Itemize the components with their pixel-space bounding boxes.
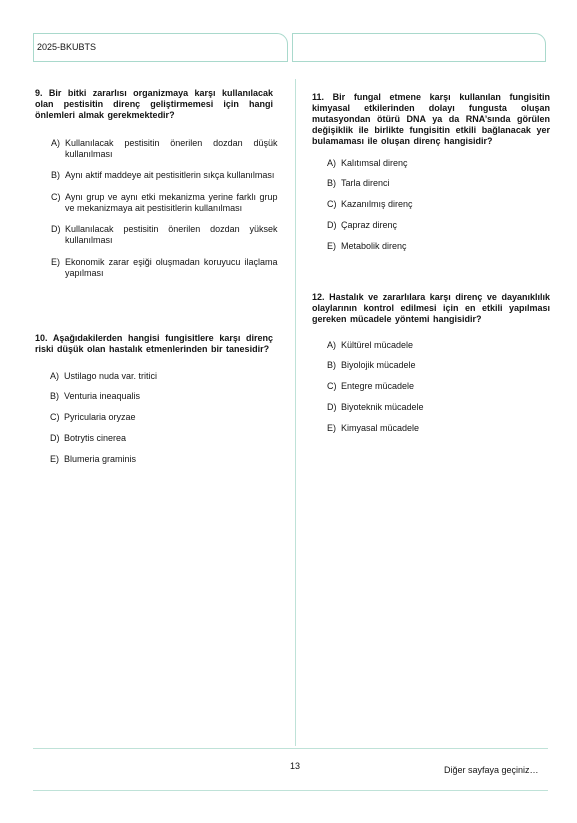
question-number: 10.: [35, 332, 48, 343]
question-stem: [35, 333, 273, 355]
option-text: Çapraz direnç: [341, 219, 398, 230]
option-text: Botrytis cinerea: [64, 432, 127, 443]
option-letter: A): [327, 157, 336, 168]
option-d: [327, 220, 542, 231]
question-text: Bir fungal etmene karşı kullanılan fungisitin kimyasal etkilerinden dolayı fungusta oluşan mutasyondan ötürü DNA ya da RNA’sında görülen değişiklik ile birlikte fungisitin etkili bağlanacak yer bulamaması ile oluşan direnç hangisidir?: [312, 91, 550, 146]
option-letter: A): [51, 137, 60, 148]
option-text: Kullanılacak pestisitin önerilen dozdan yüksek kullanılması: [65, 224, 278, 245]
option-letter: C): [327, 381, 337, 391]
option-text: Metabolik direnç: [341, 240, 407, 251]
option-a: [327, 340, 542, 351]
page-number: 13: [289, 760, 300, 771]
option-letter: D): [51, 224, 61, 234]
option-text: Kalıtımsal direnç: [341, 157, 408, 168]
option-c: [327, 199, 542, 210]
option-c: [327, 381, 542, 392]
option-d: [327, 402, 542, 413]
header-exam-code-box: [33, 33, 288, 62]
option-b: [327, 178, 542, 189]
question-text: Bir bitki zararlısı organizmaya karşı kullanılacak olan pestisitin direnç geliştirmemesi için hangi önlemleri almak gerekmektedir?: [35, 87, 273, 120]
option-letter: E): [51, 256, 60, 267]
option-e: [327, 423, 542, 434]
question-number: 12.: [312, 291, 325, 302]
option-list: [50, 371, 270, 475]
option-letter: D): [50, 432, 60, 443]
option-e: [51, 257, 278, 279]
option-letter: B): [50, 391, 59, 402]
question-text: Hastalık ve zararlılara karşı direnç ve dayanıklılık olaylarının kontrol edilmesi için en etkili yapılması gereken mücadele yöntemi hangisidir?: [312, 291, 550, 324]
option-text: Kazanılmış direnç: [341, 199, 413, 209]
option-text: Kimyasal mücadele: [341, 422, 420, 433]
option-text: Kullanılacak pestisitin önerilen dozdan düşük kullanılması: [65, 137, 278, 159]
option-list: [327, 340, 542, 444]
option-b: [51, 170, 278, 181]
option-a: [327, 158, 542, 169]
footer-top-rule: [33, 748, 548, 749]
option-a: [50, 371, 270, 382]
option-text: Entegre mücadele: [341, 381, 415, 391]
option-text: Tarla direnci: [341, 178, 390, 189]
question-stem: [312, 92, 550, 147]
option-text: Venturia ineaqualis: [64, 391, 141, 402]
header-blank-box: [292, 33, 546, 62]
option-b: [50, 391, 270, 402]
option-letter: B): [327, 178, 336, 189]
option-d: [51, 224, 278, 246]
question-stem: [35, 88, 273, 121]
option-text: Ekonomik zarar eşiği oluşmadan koruyucu ilaçlama yapılması: [65, 256, 278, 278]
option-letter: E): [327, 240, 336, 251]
exam-code: 2025-BKUBTS: [37, 42, 97, 52]
column-divider: [295, 79, 296, 746]
option-letter: C): [51, 191, 61, 202]
option-a: [51, 138, 278, 160]
option-letter: A): [50, 370, 59, 381]
option-b: [327, 360, 542, 371]
option-letter: B): [327, 360, 336, 371]
option-letter: C): [327, 199, 337, 209]
option-letter: C): [50, 412, 60, 422]
footer-bottom-rule: [33, 790, 548, 791]
option-text: Blumeria graminis: [64, 453, 137, 464]
option-c: [51, 192, 278, 214]
option-letter: A): [327, 339, 336, 350]
option-letter: E): [50, 453, 59, 464]
question-number: 9.: [35, 87, 43, 98]
option-text: Ustilago nuda var. tritici: [64, 370, 158, 381]
option-letter: E): [327, 422, 336, 433]
option-e: [50, 454, 270, 465]
option-list: [51, 138, 278, 290]
option-text: Biyolojik mücadele: [341, 360, 416, 371]
option-letter: D): [327, 401, 337, 412]
option-text: Aynı grup ve aynı etki mekanizma yerine farklı grup ve mekanizmaya ait pestisitlerin kullanılması: [65, 191, 278, 213]
option-c: [50, 412, 270, 423]
option-letter: B): [51, 170, 60, 180]
question-stem: [312, 292, 550, 325]
continue-note: Diğer sayfaya geçiniz…: [444, 765, 539, 775]
option-d: [50, 433, 270, 444]
option-text: Aynı aktif maddeye ait pestisitlerin sıkça kullanılması: [65, 170, 275, 180]
option-e: [327, 241, 542, 252]
option-letter: D): [327, 219, 337, 230]
question-number: 11.: [312, 91, 325, 102]
option-text: Pyricularia oryzae: [64, 412, 136, 422]
option-text: Kültürel mücadele: [341, 339, 414, 350]
option-text: Biyoteknik mücadele: [341, 401, 424, 412]
option-list: [327, 158, 542, 262]
question-text: Aşağıdakilerden hangisi fungisitlere karşı direnç riski düşük olan hastalık etmenlerinden bir tanesidir?: [35, 332, 273, 354]
